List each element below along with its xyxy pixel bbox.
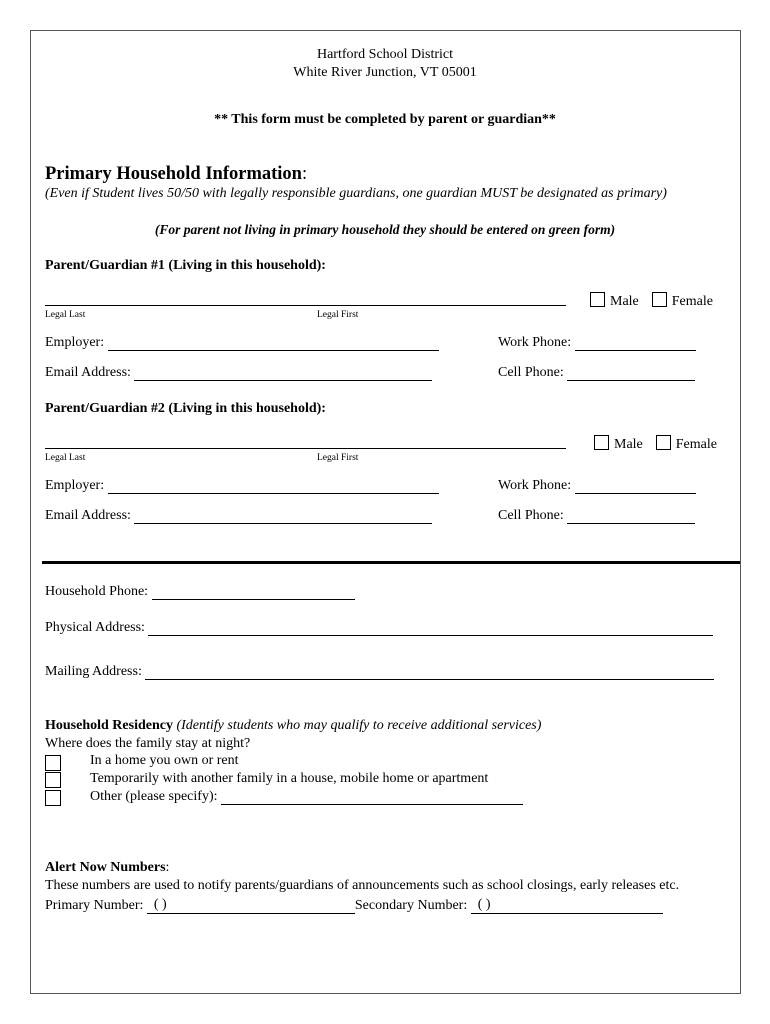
alert-numbers-row bbox=[45, 897, 663, 914]
guardian2-male-checkbox[interactable] bbox=[594, 435, 609, 450]
guardian2-employer-field[interactable] bbox=[108, 493, 439, 494]
guardian1-employer-field[interactable] bbox=[108, 350, 439, 351]
primary-title-colon: : bbox=[301, 164, 308, 184]
residency-temporary-checkbox[interactable] bbox=[45, 772, 61, 788]
guardian2-heading: Parent/Guardian #2 (Living in this household): bbox=[45, 401, 326, 416]
guardian1-name-line[interactable] bbox=[45, 305, 566, 306]
guardian2-gender bbox=[594, 435, 717, 453]
physical-address-label: Physical Address: bbox=[45, 620, 145, 635]
alert-title: Alert Now Numbers bbox=[45, 860, 166, 875]
guardian1-work-phone-row bbox=[498, 335, 696, 351]
guardian2-legal-last-label: Legal Last bbox=[45, 453, 86, 463]
primary-subtitle: (Even if Student lives 50/50 with legally responsible guardians, one guardian MUST be designated as primary) bbox=[45, 186, 667, 201]
residency-heading bbox=[45, 718, 541, 734]
district-location: White River Junction, VT 05001 bbox=[293, 65, 477, 80]
guardian1-email-label: Email Address: bbox=[45, 365, 131, 380]
alert-heading bbox=[45, 860, 169, 876]
secondary-number-label: Secondary Number: bbox=[354, 898, 468, 913]
residency-other-checkbox[interactable] bbox=[45, 790, 61, 806]
primary-number-field[interactable] bbox=[147, 897, 355, 914]
guardian2-work-phone-label: Work Phone: bbox=[498, 478, 572, 493]
alert-title-colon: : bbox=[165, 860, 170, 875]
primary-number-area-code: ( ) bbox=[153, 897, 167, 912]
guardian1-cell-phone-row bbox=[498, 365, 695, 381]
guardian1-legal-first-label: Legal First bbox=[317, 310, 359, 320]
alert-description: These numbers are used to notify parents/guardians of announcements such as school closings, early releases etc. bbox=[45, 878, 680, 893]
guardian1-work-phone-field[interactable] bbox=[575, 350, 696, 351]
section-divider bbox=[42, 561, 740, 564]
guardian1-work-phone-label: Work Phone: bbox=[498, 335, 572, 350]
green-form-note: (For parent not living in primary household they should be entered on green form) bbox=[154, 222, 616, 237]
guardian2-cell-phone-field[interactable] bbox=[567, 523, 695, 524]
district-name: Hartford School District bbox=[316, 47, 454, 62]
residency-option-other: Other (please specify): bbox=[90, 789, 218, 804]
residency-title: Household Residency bbox=[45, 718, 173, 733]
guardian2-female-checkbox[interactable] bbox=[656, 435, 671, 450]
guardian2-employer-row bbox=[45, 478, 439, 494]
guardian-notice: ** This form must be completed by parent or guardian** bbox=[214, 112, 556, 127]
mailing-address-row bbox=[45, 664, 714, 680]
guardian2-email-field[interactable] bbox=[134, 523, 432, 524]
guardian1-email-field[interactable] bbox=[134, 380, 432, 381]
primary-title-text: Primary Household Information bbox=[45, 164, 302, 184]
guardian1-male-checkbox[interactable] bbox=[590, 292, 605, 307]
guardian1-cell-phone-label: Cell Phone: bbox=[498, 365, 564, 380]
primary-number-label: Primary Number: bbox=[45, 898, 144, 913]
guardian2-cell-phone-row bbox=[498, 508, 695, 524]
residency-question: Where does the family stay at night? bbox=[45, 736, 251, 751]
residency-subtitle: (Identify students who may qualify to receive additional services) bbox=[176, 718, 542, 733]
guardian2-employer-label: Employer: bbox=[45, 478, 105, 493]
guardian2-cell-phone-label: Cell Phone: bbox=[498, 508, 564, 523]
guardian1-employer-row bbox=[45, 335, 439, 351]
guardian1-gender bbox=[590, 292, 713, 310]
guardian1-employer-label: Employer: bbox=[45, 335, 105, 350]
residency-option-own-rent: In a home you own or rent bbox=[90, 753, 239, 768]
guardian1-female-label: Female bbox=[671, 294, 713, 309]
mailing-address-field[interactable] bbox=[145, 679, 714, 680]
guardian1-female-checkbox[interactable] bbox=[652, 292, 667, 307]
household-phone-row bbox=[45, 584, 355, 600]
residency-other-row bbox=[90, 789, 523, 805]
residency-option-temporary: Temporarily with another family in a house, mobile home or apartment bbox=[90, 771, 489, 786]
guardian2-email-row bbox=[45, 508, 432, 524]
guardian2-email-label: Email Address: bbox=[45, 508, 131, 523]
mailing-address-label: Mailing Address: bbox=[45, 664, 142, 679]
guardian2-name-line[interactable] bbox=[45, 448, 566, 449]
secondary-number-area-code: ( ) bbox=[477, 897, 491, 912]
residency-other-field[interactable] bbox=[221, 804, 523, 805]
section-title-primary bbox=[45, 164, 307, 185]
household-phone-field[interactable] bbox=[152, 599, 355, 600]
guardian1-heading: Parent/Guardian #1 (Living in this household): bbox=[45, 258, 326, 273]
guardian2-work-phone-row bbox=[498, 478, 696, 494]
guardian1-male-label: Male bbox=[610, 294, 639, 309]
residency-own-rent-checkbox[interactable] bbox=[45, 755, 61, 771]
secondary-number-field[interactable] bbox=[471, 897, 663, 914]
physical-address-row bbox=[45, 620, 713, 636]
guardian1-legal-last-label: Legal Last bbox=[45, 310, 86, 320]
guardian1-cell-phone-field[interactable] bbox=[567, 380, 695, 381]
physical-address-field[interactable] bbox=[148, 635, 713, 636]
guardian2-male-label: Male bbox=[614, 437, 643, 452]
household-phone-label: Household Phone: bbox=[45, 584, 149, 599]
guardian1-email-row bbox=[45, 365, 432, 381]
guardian2-legal-first-label: Legal First bbox=[317, 453, 359, 463]
guardian2-female-label: Female bbox=[675, 437, 717, 452]
guardian2-work-phone-field[interactable] bbox=[575, 493, 696, 494]
